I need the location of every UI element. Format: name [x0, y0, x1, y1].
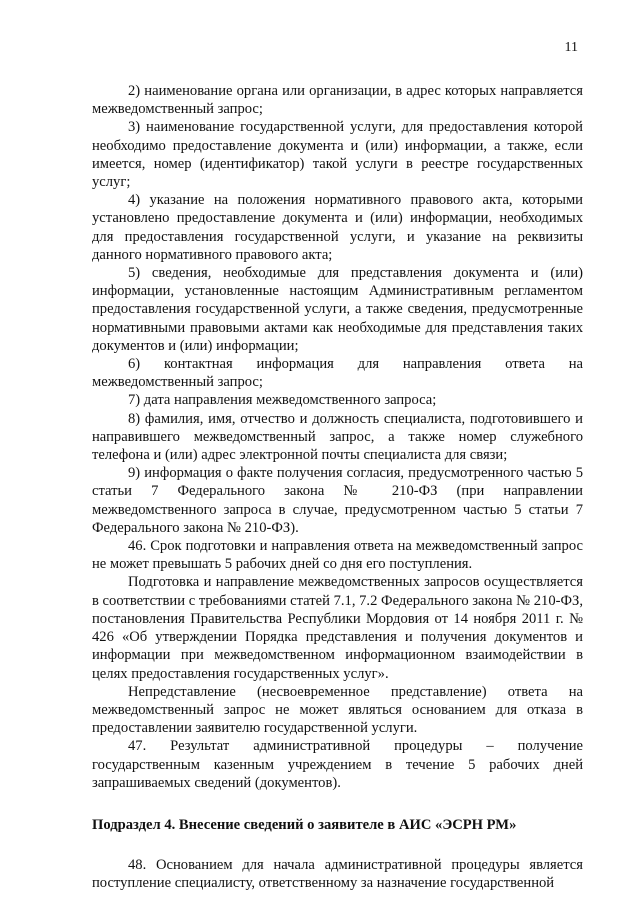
list-item-9: 9) информация о факте получения согласия, предусмотренного частью 5 статьи 7 Федерального закона № 210-ФЗ (при направлении межведомственного запроса в случае, предусмотренном частью 5 статьи 7 Федерального закона № 210-ФЗ). [92, 465, 583, 536]
page-number: 11 [564, 40, 578, 55]
paragraph-preparation: Подготовка и направление межведомственных запросов осуществляется в соответствии с требованиями статей 7.1, 7.2 Федерального закона № 210-ФЗ, постановления Правительства Республики Мордовия от 14 ноября 2011 г. № 426 «Об утверждении Порядка представления и получения документов и информации при межведомственном информационном взаимодействии в целях предоставления государственных услуг». [92, 574, 583, 682]
paragraph-48: 48. Основанием для начала административной процедуры является поступление специалисту, ответственному за назначение государственной [92, 857, 583, 892]
paragraph-47: 47. Результат административной процедуры – получение государственным казенным учреждением в течение 5 рабочих дней запрашиваемых сведений (документов). [92, 738, 583, 791]
list-item-8: 8) фамилия, имя, отчество и должность специалиста, подготовившего и направившего межведомственный запрос, а также номер служебного телефона и (или) адрес электронной почты специалиста для связи; [92, 410, 583, 464]
list-item-6: 6) контактная информация для направления ответа на межведомственный запрос; [92, 356, 583, 391]
list-item-3: 3) наименование государственной услуги, для предоставления которой необходимо предоставление документа и (или) информации, а также, если имеется, номер (идентификатор) такой услуги в реестре государственных услуг; [92, 119, 583, 191]
paragraph-nonsubmission: Непредставление (несвоевременное представление) ответа на межведомственный запрос не может являться основанием для отказа в предоставлении заявителю государственной услуги. [92, 683, 583, 737]
list-item-7: 7) дата направления межведомственного запроса; [128, 392, 437, 409]
document-body [92, 82, 583, 893]
paragraph-46: 46. Срок подготовки и направления ответа на межведомственный запрос не может превышать 5 рабочих дней со дня его поступления. [92, 538, 583, 573]
section-heading: Подраздел 4. Внесение сведений о заявителе в АИС «ЭСРН РМ» [92, 816, 517, 833]
list-item-4: 4) указание на положения нормативного правового акта, которыми установлено предоставление документа и (или) информации, необходимых для предоставления государственной услуги, и указание на реквизиты данного нормативного правового акта; [92, 192, 583, 263]
list-item-2: 2) наименование органа или организации, в адрес которых направляется межведомственный запрос; [92, 83, 583, 118]
list-item-5: 5) сведения, необходимые для представления документа и (или) информации, установленные настоящим Административным регламентом предоставления государственной услуги, а также сведения, предусмотренные нормативными правовыми актами как необходимые для представления таких документов и (или) информации; [92, 265, 583, 354]
